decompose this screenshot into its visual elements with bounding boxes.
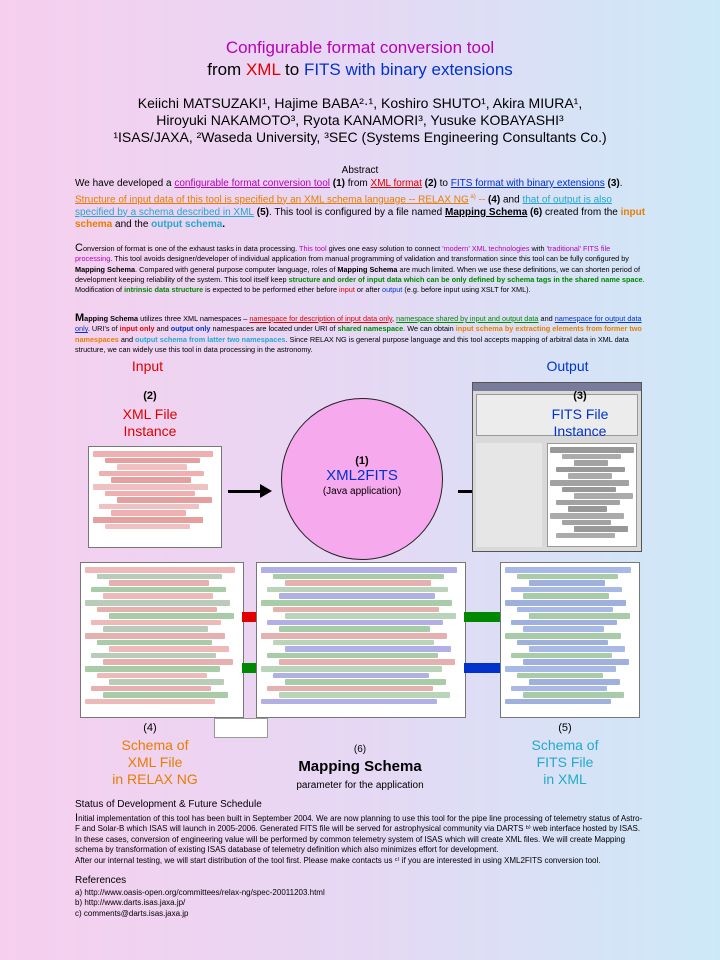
mapping-number: (6)	[353, 744, 367, 755]
subtitle-xml: XML	[245, 60, 281, 79]
code-line	[556, 500, 620, 506]
status-body-2: After our internal testing, we will start distribution of the tool first. Please make contacts us ᶜ⁾ if you are interested in using XML2FITS conversion tool.	[75, 855, 601, 865]
code-line	[91, 686, 211, 692]
status-section	[75, 800, 647, 867]
code-line	[97, 607, 217, 613]
output-label: Output	[546, 358, 589, 374]
fits-schema-snippet	[500, 562, 640, 718]
code-line	[556, 533, 615, 539]
code-line	[574, 526, 628, 532]
red-connector-left	[242, 612, 256, 622]
code-line	[97, 640, 212, 646]
code-line	[117, 464, 187, 470]
code-line	[273, 607, 439, 613]
code-line	[511, 587, 622, 593]
code-line	[103, 626, 208, 632]
code-line	[91, 587, 226, 593]
code-line	[97, 673, 207, 679]
code-line	[273, 673, 429, 679]
code-line	[505, 666, 616, 672]
code-line	[267, 686, 433, 692]
reference-b[interactable]: b) http://www.darts.isas.jaxa.jp/	[75, 898, 186, 908]
mapping-schema-label: Mapping Schema	[298, 758, 422, 775]
xml-instance-label: XML File Instance	[122, 406, 178, 439]
code-line	[109, 646, 229, 652]
relaxng-schema-snippet	[80, 562, 244, 718]
code-line	[85, 567, 235, 573]
code-line	[273, 640, 434, 646]
code-line	[103, 659, 233, 665]
fits-instance-number: (3)	[573, 390, 587, 402]
code-line	[103, 692, 228, 698]
code-line	[550, 447, 634, 453]
code-line	[517, 640, 608, 646]
code-line	[562, 454, 621, 460]
code-line	[261, 567, 457, 573]
code-line	[103, 593, 213, 599]
code-line	[511, 686, 607, 692]
tool-subtitle: (Java application)	[322, 486, 402, 497]
code-line	[517, 607, 613, 613]
code-line	[550, 513, 624, 519]
code-line	[279, 692, 450, 698]
authors-line1: Keiichi MATSUZAKI¹, Hajime BABA²·¹, Koshiro SHUTO¹, Akira MIURA¹,	[137, 95, 583, 111]
code-line	[574, 493, 633, 499]
tool-name: XML2FITS	[326, 467, 398, 484]
code-line	[105, 524, 190, 530]
authors-line2: Hiroyuki NAKAMOTO³, Ryota KANAMORI³, Yusuke KOBAYASHI³	[156, 112, 564, 128]
conversion-paragraph: Conversion of format is one of the exhaust tasks in data processing. This tool gives one easy solution to connect 'modern' XML technologies with 'traditional' FITS file processing. This tool avoids designer/developer of individual application from manual programming of validation and transformation since this tool can be fully configured by Mapping Schema. Compared with general purpose computer language, roles of Mapping Schema are much limited. When we use these definitions, we can shorten period of development keeping reliability of the system. This tool itself keep structure and order of input data which can be only defined by schema tags in the shared name space. Modification of intrinsic data structure is expected to be performed ether before input or after output (e.g. before input using XSLT for XML).	[75, 242, 645, 295]
code-line	[91, 620, 221, 626]
references-section	[75, 876, 647, 919]
tool-number: (1)	[355, 455, 369, 467]
schema-xml-label: Schema of XML File in RELAX NG	[112, 737, 198, 787]
input-label: Input	[131, 358, 164, 374]
status-body: Initial implementation of this tool has been built in September 2004. We are now planning to use this tool for the pipe line processing of telemetry status of Astro-F and Solar-B which ISAS will launch in 2005-2006. Generated FITS file will be served for astrophysical community via DARTS ᵇ⁾ web interface hosted by ISAS. In these cases, conversion of engineering value will be performed by common telemetry system of ISAS which will create XML files. We will create Mapping schema by transformation of existing ISAS database of telemetry definition which also minimizes effort for development.	[75, 811, 643, 855]
code-line	[261, 666, 442, 672]
code-line	[523, 659, 629, 665]
abstract-text: We have developed a configurable format conversion tool (1) from XML format (2) to FITS format with binary extensions (3). Structure of input data of this tool is specified by an XML schema language -- RELAX NG $^{a)}$ -- (4) and that of output is also specified by a schema described in XML (5). This tool is configured by a file named Mapping Schema (6) created from the input schema and the output schema.	[75, 178, 646, 231]
code-line	[91, 653, 216, 659]
code-line	[517, 673, 603, 679]
code-line	[562, 520, 611, 526]
fits-instance-label: FITS File Instance	[551, 406, 609, 439]
code-line	[505, 699, 611, 705]
code-line	[267, 620, 443, 626]
code-line	[261, 633, 447, 639]
green-connector-right	[464, 612, 500, 622]
green-connector-left	[242, 663, 256, 673]
code-line	[285, 580, 431, 586]
code-line	[568, 506, 607, 512]
code-line	[93, 517, 203, 523]
arrow-input-to-tool	[228, 490, 264, 493]
code-line	[111, 477, 191, 483]
reference-a[interactable]: a) http://www.oasis-open.org/committees/relax-ng/spec-20011203.html	[75, 887, 325, 897]
code-line	[279, 626, 430, 632]
references-heading: References	[75, 875, 127, 886]
code-line	[109, 613, 234, 619]
code-line	[117, 497, 212, 503]
code-line	[105, 491, 195, 497]
code-line	[568, 473, 612, 479]
mapping-paragraph: Mapping Schema utilizes three XML namespaces – namespace for description of input data only, namespace shared by input and output data and namespace for output data only. URI's of input only and output only namespaces are located under URI of shared namespace. We can obtain input schema by extracting elements from former two namespaces and output schema from latter two namespaces. Since RELAX NG is general purpose language and this tool accepts mapping of arbitral data in XML data structure, we can widely use this tool in data processing in the astronomy.	[75, 312, 642, 354]
code-line	[97, 574, 222, 580]
mapping-schema-subtitle: parameter for the application	[296, 780, 424, 791]
code-line	[517, 574, 618, 580]
code-line	[85, 633, 225, 639]
code-line	[523, 593, 609, 599]
status-heading: Status of Development & Future Schedule	[75, 799, 262, 810]
subtitle-to: to	[285, 60, 300, 79]
code-line	[85, 666, 220, 672]
code-line	[511, 620, 617, 626]
code-line	[529, 613, 630, 619]
code-line	[261, 699, 437, 705]
poster-subtitle	[0, 60, 720, 80]
code-line	[529, 679, 620, 685]
code-line	[505, 567, 631, 573]
code-line	[505, 633, 621, 639]
code-line	[105, 458, 200, 464]
xml-instance-snippet	[88, 446, 222, 548]
xml2fits-tool	[281, 398, 443, 560]
subtitle-rest: with binary extensions	[345, 60, 513, 79]
abstract-heading: Abstract	[341, 165, 379, 176]
code-line	[93, 484, 208, 490]
xml-instance-number: (2)	[143, 390, 157, 402]
blue-connector-right	[464, 663, 500, 673]
code-line	[285, 679, 446, 685]
code-line	[285, 613, 456, 619]
code-line	[285, 646, 451, 652]
poster-title: Configurable format conversion tool	[225, 38, 495, 57]
code-line	[261, 600, 452, 606]
code-line	[562, 487, 616, 493]
reference-c[interactable]: c) comments@darts.isas.jaxa.jp	[75, 908, 189, 918]
code-line	[267, 587, 448, 593]
affiliations: ¹ISAS/JAXA, ²Waseda University, ³SEC (Systems Engineering Consultants Co.)	[113, 129, 607, 145]
code-line	[267, 653, 438, 659]
code-line	[574, 460, 608, 466]
code-line	[85, 600, 230, 606]
code-line	[523, 692, 624, 698]
code-line	[109, 679, 224, 685]
code-line	[85, 699, 215, 705]
code-line	[109, 580, 209, 586]
code-line	[99, 504, 199, 510]
schema-fits-label: Schema of FITS File in XML	[531, 737, 599, 787]
schema-footnote-box	[214, 718, 268, 738]
mapping-schema-snippet	[256, 562, 466, 718]
code-line	[279, 659, 455, 665]
code-line	[550, 480, 629, 486]
schema-fits-number: (5)	[558, 722, 572, 734]
code-line	[529, 580, 605, 586]
code-line	[523, 626, 604, 632]
code-line	[556, 467, 625, 473]
code-line	[511, 653, 612, 659]
code-line	[99, 471, 204, 477]
code-line	[529, 646, 625, 652]
fits-table-panel	[547, 443, 637, 547]
code-line	[111, 510, 186, 516]
code-line	[273, 574, 444, 580]
subtitle-fits: FITS	[303, 60, 341, 79]
code-line	[93, 451, 213, 457]
code-line	[279, 593, 435, 599]
code-line	[505, 600, 626, 606]
arrow-head-1	[260, 484, 272, 498]
subtitle-from: from	[207, 60, 242, 79]
fits-side-panel	[476, 443, 542, 547]
schema-xml-number: (4)	[143, 722, 157, 734]
authors-block	[0, 95, 720, 146]
